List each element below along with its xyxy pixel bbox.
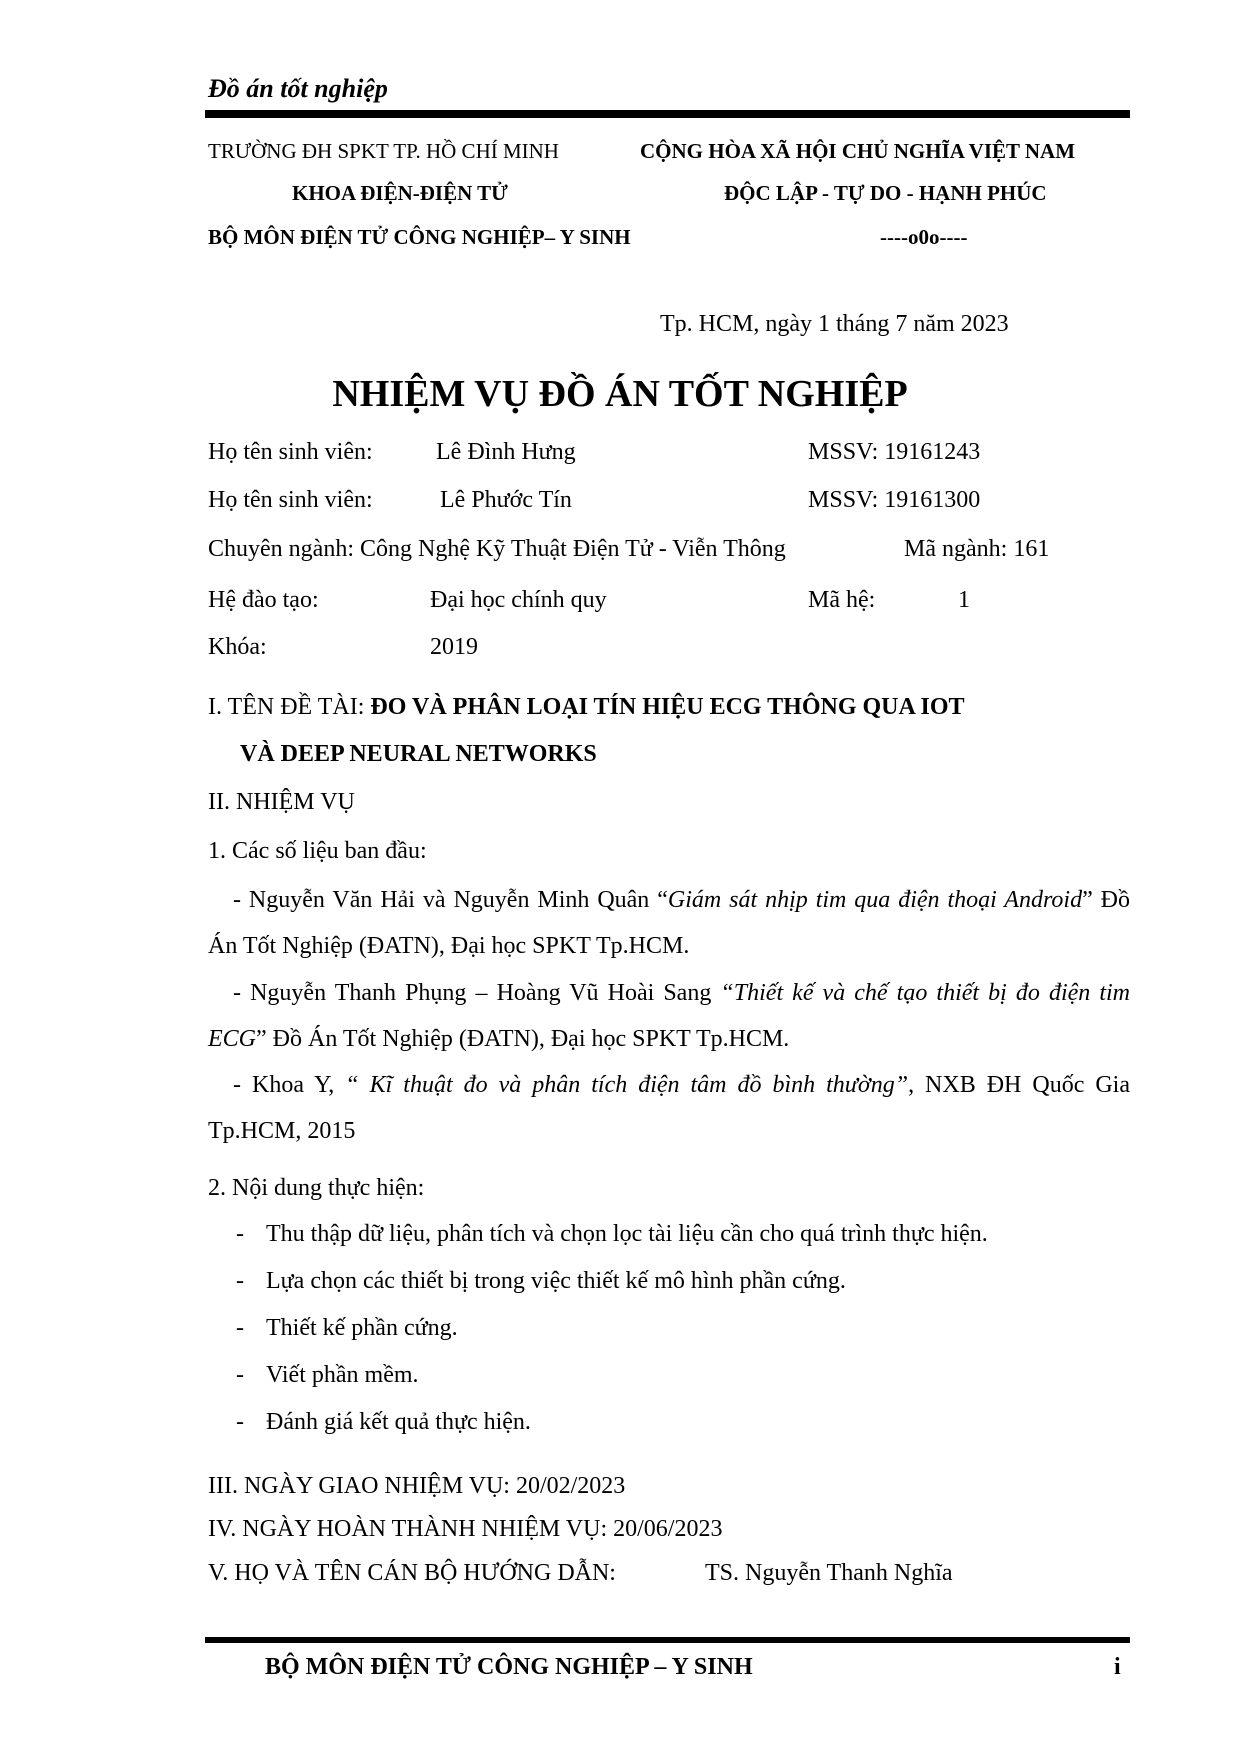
ref-2-rest: ” Đồ Án Tốt Nghiệp (ĐATN), Đại học SPKT Tp.HCM. xyxy=(256,1026,790,1052)
footer-rule xyxy=(205,1637,1130,1643)
reference-2 xyxy=(208,970,1130,1062)
program-value: Đại học chính quy xyxy=(430,587,607,613)
topic-title-2: VÀ DEEP NEURAL NETWORKS xyxy=(240,741,597,767)
student-1-name: Lê Đình Hưng xyxy=(436,439,576,465)
topic-prefix: I. TÊN ĐỀ TÀI: xyxy=(208,694,371,720)
cohort-value: 2019 xyxy=(430,634,478,660)
ornament: ----o0o---- xyxy=(880,225,968,249)
assign-date: III. NGÀY GIAO NHIỆM VỤ: 20/02/2023 xyxy=(208,1473,626,1499)
page-number: i xyxy=(1114,1654,1121,1680)
complete-date: IV. NGÀY HOÀN THÀNH NHIỆM VỤ: 20/06/2023 xyxy=(208,1516,723,1542)
program-code-label: Mã hệ: xyxy=(808,587,876,613)
faculty-name: KHOA ĐIỆN-ĐIỆN TỬ xyxy=(292,181,508,205)
ref-1-title: Giám sát nhịp tim qua điện thoại Android xyxy=(667,887,1083,913)
ref-3-dash: - xyxy=(233,1072,252,1098)
ref-1-authors: Nguyễn Văn Hải và Nguyễn Minh Quân “ xyxy=(248,887,668,913)
header-rule xyxy=(205,110,1130,118)
content-dash: - xyxy=(236,1221,244,1247)
university-name: TRƯỜNG ĐH SPKT TP. HỒ CHÍ MINH xyxy=(208,139,559,163)
running-header: Đồ án tốt nghiệp xyxy=(208,74,388,103)
content-item-3: Thiết kế phần cứng. xyxy=(266,1315,458,1341)
topic-line-1 xyxy=(208,694,965,721)
date-line: Tp. HCM, ngày 1 tháng 7 năm 2023 xyxy=(660,311,1009,337)
student-2-name: Lê Phước Tín xyxy=(440,487,572,513)
content-item-5: Đánh giá kết quả thực hiện. xyxy=(266,1409,531,1435)
ref-2-dash: - xyxy=(233,980,251,1006)
major-line: Chuyên ngành: Công Nghệ Kỹ Thuật Điện Tử - Viễn Thông xyxy=(208,536,786,562)
content-dash: - xyxy=(236,1268,244,1294)
content-item-4: Viết phần mềm. xyxy=(266,1362,419,1388)
cohort-label: Khóa: xyxy=(208,634,267,660)
student-1-id: MSSV: 19161243 xyxy=(808,439,981,465)
student-2-id: MSSV: 19161300 xyxy=(808,487,981,513)
ref-3-rest: , NXB ĐH Quốc Gia Tp.HCM, 2015 xyxy=(208,1072,1130,1144)
reference-3 xyxy=(208,1062,1130,1154)
footer-department: BỘ MÔN ĐIỆN TỬ CÔNG NGHIỆP – Y SINH xyxy=(265,1654,753,1680)
advisor-name: TS. Nguyễn Thanh Nghĩa xyxy=(705,1560,953,1586)
ref-2-authors: Nguyễn Thanh Phụng – Hoàng Vũ Hoài Sang xyxy=(250,980,721,1006)
country-name: CỘNG HÒA XÃ HỘI CHỦ NGHĨA VIỆT NAM xyxy=(640,139,1076,163)
topic-title-1: ĐO VÀ PHÂN LOẠI TÍN HIỆU ECG THÔNG QUA IOT xyxy=(370,694,965,720)
department-name: BỘ MÔN ĐIỆN TỬ CÔNG NGHIỆP– Y SINH xyxy=(208,225,631,249)
program-label: Hệ đào tạo: xyxy=(208,587,319,613)
ref-3-authors: Khoa Y, xyxy=(251,1072,346,1098)
ref-3-title: “ Kĩ thuật đo và phân tích điện tâm đồ bình thường” xyxy=(345,1072,909,1098)
reference-1 xyxy=(208,877,1130,969)
ref-1-rest: ” Đồ Án Tốt Nghiệp (ĐATN), Đại học SPKT Tp.HCM. xyxy=(208,887,1131,959)
content-dash: - xyxy=(236,1362,244,1388)
student-2-label: Họ tên sinh viên: xyxy=(208,487,373,513)
major-code: Mã ngành: 161 xyxy=(904,536,1050,562)
national-motto: ĐỘC LẬP - TỰ DO - HẠNH PHÚC xyxy=(724,181,1047,205)
content-heading: 2. Nội dung thực hiện: xyxy=(208,1175,425,1201)
student-1-label: Họ tên sinh viên: xyxy=(208,439,373,465)
content-item-1: Thu thập dữ liệu, phân tích và chọn lọc tài liệu cần cho quá trình thực hiện. xyxy=(266,1221,988,1247)
page-title: NHIỆM VỤ ĐỒ ÁN TỐT NGHIỆP xyxy=(332,373,908,415)
content-dash: - xyxy=(236,1409,244,1435)
initial-data-heading: 1. Các số liệu ban đầu: xyxy=(208,838,427,864)
program-code-value: 1 xyxy=(958,587,970,613)
tasks-heading: II. NHIỆM VỤ xyxy=(208,789,355,815)
ref-1-dash: - xyxy=(233,887,249,913)
content-item-2: Lựa chọn các thiết bị trong việc thiết kế mô hình phần cứng. xyxy=(266,1268,846,1294)
advisor-label: V. HỌ VÀ TÊN CÁN BỘ HƯỚNG DẪN: xyxy=(208,1560,616,1586)
ref-2-title: “Thiết kế và chế tạo thiết bị đo điện tim ECG xyxy=(208,980,1131,1052)
content-dash: - xyxy=(236,1315,244,1341)
